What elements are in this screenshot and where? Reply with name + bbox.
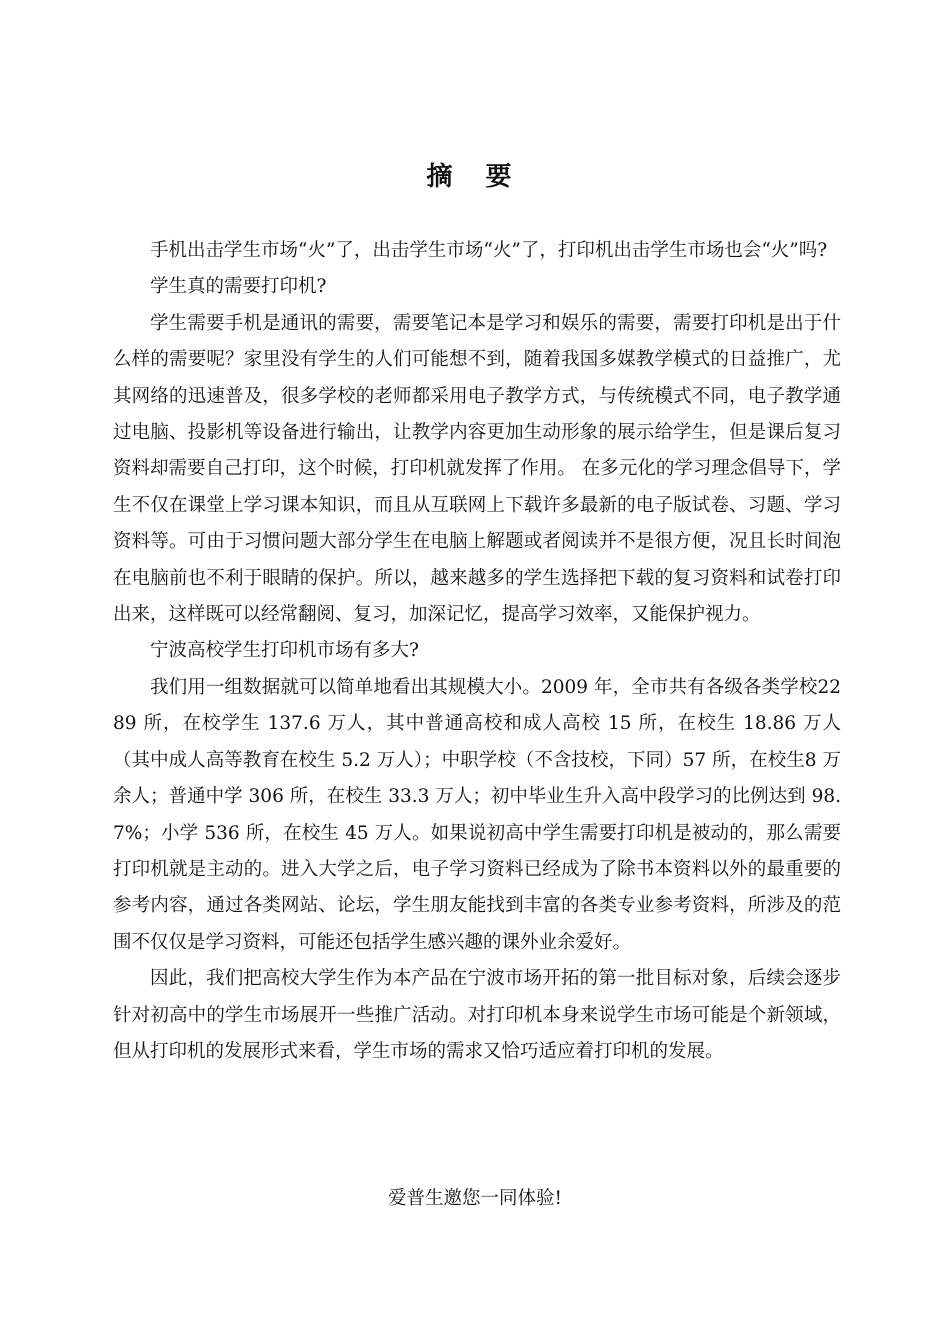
- abstract-body: [113, 233, 841, 1070]
- paragraph-heading-market-size: 宁波高校学生打印机市场有多大?: [150, 640, 419, 662]
- paragraph-need-explanation: 学生需要手机是通讯的需要，需要笔记本是学习和娱乐的需要，需要打印机是出于什么样的需要呢？家里没有学生的人们可能想不到，随着我国多媒教学模式的日益推广，尤其网络的迅速普及，很多学校的老师都采用电子教学方式，与传统模式不同，电子教学通过电脑、投影机等设备进行输出，让教学内容更加生动形象的展示给学生，但是课后复习资料却需要自己打印，这个时候，打印机就发挥了作用。 在多元化的学习理念倡导下，学生不仅在课堂上学习课本知识，而且从互联网上下载许多最新的电子版试卷、习题、学习资料等。可由于习惯问题大部分学生在电脑上解题或者阅读并不是很方便，况且长时间泡在电脑前也不利于眼睛的保护。所以，越来越多的学生选择把下载的复习资料和试卷打印出来，这样既可以经常翻阅、复习，加深记忆，提高学习效率，又能保护视力。: [113, 312, 841, 626]
- paragraph-intro-question: 手机出击学生市场“火”了，出击学生市场“火”了，打印机出击学生市场也会“火”吗?: [150, 240, 828, 261]
- paragraph-conclusion: 因此，我们把高校大学生作为本产品在宁波市场开拓的第一批目标对象，后续会逐步针对初高中的学生市场展开一些推广活动。对打印机本身来说学生市场可能是个新领域，但从打印机的发展形式来看，学生市场的需求又恰巧适应着打印机的发展。: [113, 968, 841, 1062]
- paragraph-heading-need: 学生真的需要打印机?: [150, 276, 327, 298]
- paragraph-market-data: 我们用一组数据就可以简单地看出其规模大小。2009 年，全市共有各级各类学校2289 所，在校学生 137.6 万人，其中普通高校和成人高校 15 所，在校生 18.86 万人（其中成人高等教育在校生 5.2 万人）；中职学校（不含技校，下同）57 所，在校生8 万余人；普通中学 306 所，在校生 33.3 万人；初中毕业生升入高中段学习的比例达到 98.7%；小学 536 所，在校生 45 万人。如果说初高中学生需要打印机是被动的，那么需要打印机就是主动的。进入大学之后，电子学习资料已经成为了除书本资料以外的最重要的参考内容，通过各类网站、论坛，学生朋友能找到丰富的各类专业参考资料，所涉及的范围不仅仅是学习资料，可能还包括学生感兴趣的课外业余爱好。: [113, 676, 841, 953]
- closing-line: 爱普生邀您一同体验!: [388, 1188, 562, 1209]
- page-title: 摘 要: [426, 162, 524, 192]
